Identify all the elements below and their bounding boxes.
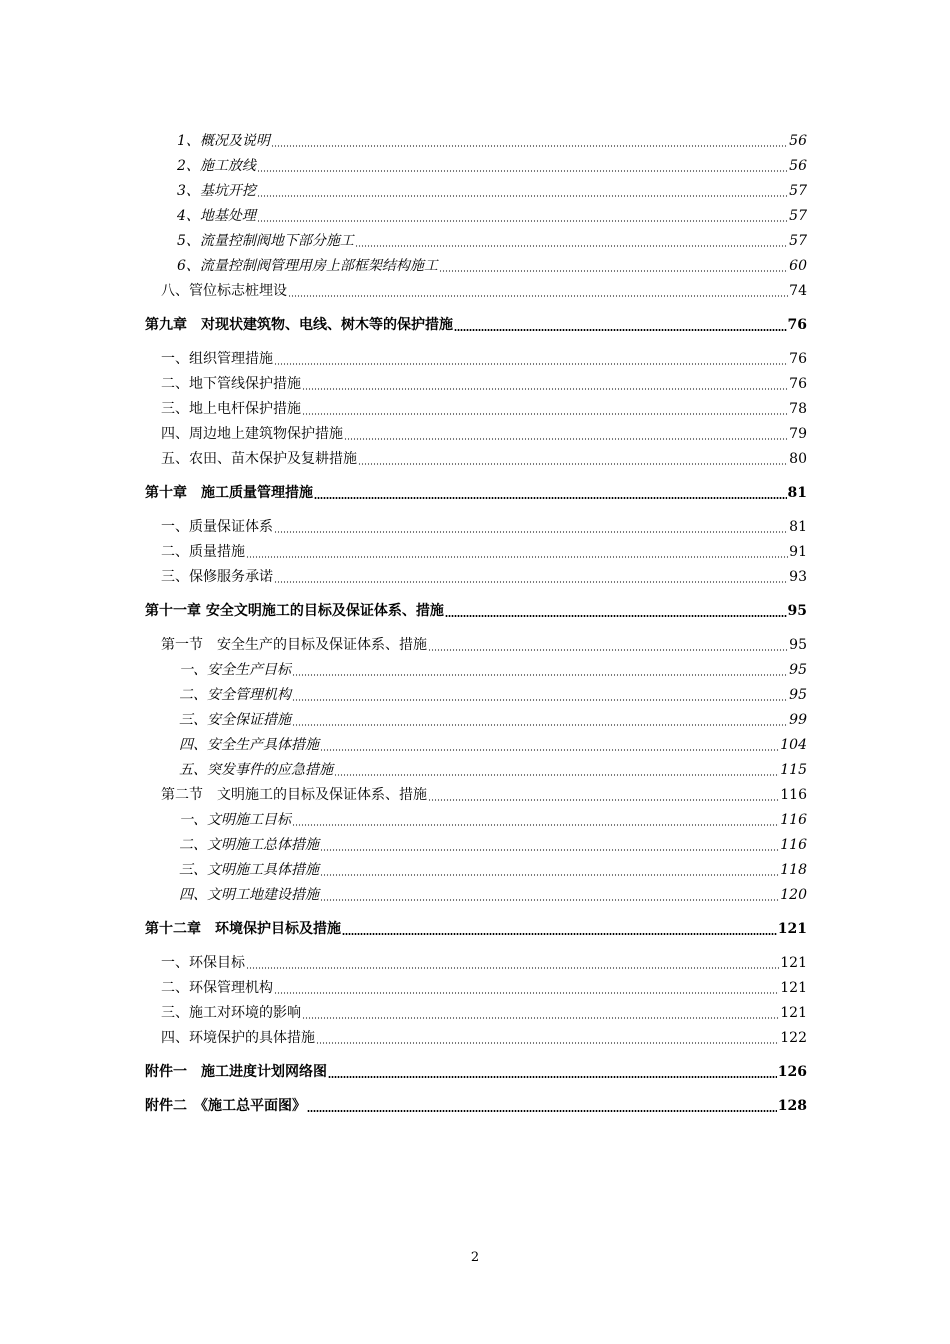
toc-entry-label: 第十一章 安全文明施工的目标及保证体系、措施 [145, 603, 444, 619]
toc-entry-page: 116 [780, 812, 807, 828]
toc-entry[interactable] [145, 779, 807, 804]
toc-entry-page: 128 [777, 1098, 807, 1114]
toc-entry[interactable] [145, 125, 807, 150]
toc-entry-label: 八、管位标志桩埋设 [161, 283, 287, 299]
toc-entry-label: 二、地下管线保护措施 [161, 376, 301, 392]
toc-entry-label: 五、突发事件的应急措施 [179, 762, 333, 778]
toc-entry-page: 121 [780, 980, 807, 996]
dot-leader [274, 363, 788, 365]
toc-entry-label: 三、施工对环境的影响 [161, 1005, 301, 1021]
toc-entry-label: 一、文明施工目标 [179, 812, 291, 828]
toc-entry-page: 95 [787, 603, 807, 619]
dot-leader [316, 1042, 779, 1044]
toc-entry[interactable] [145, 368, 807, 393]
toc-entry-page: 78 [789, 401, 807, 417]
page-number: 2 [470, 1250, 480, 1265]
toc-entry[interactable] [145, 704, 807, 729]
dot-leader [274, 581, 788, 583]
dot-leader [334, 774, 779, 776]
toc-entry-page: 118 [780, 862, 807, 878]
toc-entry-label: 一、安全生产目标 [179, 662, 291, 678]
toc-entry-label: 三、保修服务承诺 [161, 569, 273, 585]
toc-entry-page: 76 [787, 317, 807, 333]
toc-chapter-entry[interactable] [145, 913, 807, 938]
toc-entry-page: 56 [789, 133, 807, 149]
toc-entry-label: 第二节 文明施工的目标及保证体系、措施 [161, 787, 427, 803]
toc-entry-label: 4、地基处理 [177, 208, 256, 224]
toc-entry-label: 二、安全管理机构 [179, 687, 291, 703]
toc-entry[interactable] [145, 997, 807, 1022]
dot-leader [292, 724, 788, 726]
toc-entry-label: 附件二 《施工总平面图》 [145, 1098, 306, 1114]
toc-entry-label: 二、环保管理机构 [161, 980, 273, 996]
toc-entry[interactable] [145, 754, 807, 779]
toc-entry-page: 57 [789, 233, 807, 249]
toc-entry-label: 3、基坑开挖 [177, 183, 256, 199]
toc-entry[interactable] [145, 150, 807, 175]
toc-entry[interactable] [145, 175, 807, 200]
toc-entry-page: 93 [789, 569, 807, 585]
dot-leader [314, 497, 787, 499]
toc-entry[interactable] [145, 443, 807, 468]
toc-entry-label: 三、安全保证措施 [179, 712, 291, 728]
toc-entry[interactable] [145, 275, 807, 300]
toc-entry[interactable] [145, 250, 807, 275]
toc-chapter-entry[interactable] [145, 595, 807, 620]
dot-leader [257, 195, 788, 197]
toc-entry-label: 附件一 施工进度计划网络图 [145, 1064, 327, 1080]
toc-entry[interactable] [145, 679, 807, 704]
toc-entry[interactable] [145, 629, 807, 654]
toc-entry-page: 116 [780, 837, 807, 853]
toc-entry[interactable] [145, 225, 807, 250]
toc-entry-label: 第九章 对现状建筑物、电线、树木等的保护措施 [145, 317, 453, 333]
toc-entry-label: 第十二章 环境保护目标及措施 [145, 921, 341, 937]
dot-leader [274, 531, 788, 533]
dot-leader [307, 1110, 777, 1112]
dot-leader [302, 413, 788, 415]
toc-entry[interactable] [145, 829, 807, 854]
toc-entry-page: 56 [789, 158, 807, 174]
dot-leader [292, 824, 779, 826]
toc-chapter-entry[interactable] [145, 477, 807, 502]
toc-entry-page: 115 [780, 762, 807, 778]
dot-leader [292, 674, 788, 676]
toc-entry-page: 57 [789, 208, 807, 224]
toc-entry-page: 121 [780, 955, 807, 971]
toc-entry-label: 五、农田、苗木保护及复耕措施 [161, 451, 357, 467]
toc-entry-label: 6、流量控制阀管理用房上部框架结构施工 [177, 258, 438, 274]
toc-chapter-entry[interactable] [145, 1090, 807, 1115]
toc-entry-label: 一、组织管理措施 [161, 351, 273, 367]
toc-entry[interactable] [145, 854, 807, 879]
toc-entry[interactable] [145, 1022, 807, 1047]
toc-entry-label: 1、概况及说明 [177, 133, 270, 149]
toc-chapter-entry[interactable] [145, 309, 807, 334]
toc-entry-page: 79 [789, 426, 807, 442]
toc-entry-page: 76 [789, 351, 807, 367]
toc-entry-page: 120 [780, 887, 807, 903]
toc-entry-page: 95 [789, 637, 807, 653]
toc-entry-label: 第一节 安全生产的目标及保证体系、措施 [161, 637, 427, 653]
dot-leader [246, 967, 779, 969]
toc-entry-page: 121 [780, 1005, 807, 1021]
toc-entry-page: 126 [777, 1064, 807, 1080]
toc-entry-page: 116 [780, 787, 807, 803]
toc-entry-label: 一、质量保证体系 [161, 519, 273, 535]
toc-entry[interactable] [145, 879, 807, 904]
dot-leader [320, 849, 779, 851]
toc-entry-label: 二、质量措施 [161, 544, 245, 560]
toc-entry-page: 81 [789, 519, 807, 535]
dot-leader [355, 245, 788, 247]
dot-leader [342, 933, 777, 935]
dot-leader [428, 799, 779, 801]
toc-entry-page: 95 [789, 662, 807, 678]
toc-entry-page: 91 [789, 544, 807, 560]
toc-entry[interactable] [145, 343, 807, 368]
dot-leader [320, 899, 779, 901]
dot-leader [288, 295, 788, 297]
toc-entry-label: 二、文明施工总体措施 [179, 837, 319, 853]
toc-entry-page: 74 [789, 283, 807, 299]
toc-entry-label: 四、环境保护的具体措施 [161, 1030, 315, 1046]
toc-entry-page: 95 [789, 687, 807, 703]
toc-entry-label: 三、地上电杆保护措施 [161, 401, 301, 417]
toc-entry[interactable] [145, 654, 807, 679]
dot-leader [445, 615, 787, 617]
toc-entry-page: 76 [789, 376, 807, 392]
dot-leader [454, 329, 787, 331]
dot-leader [246, 556, 788, 558]
toc-entry-page: 121 [777, 921, 807, 937]
toc-entry[interactable] [145, 561, 807, 586]
toc-entry[interactable] [145, 200, 807, 225]
dot-leader [271, 145, 788, 147]
dot-leader [320, 749, 779, 751]
dot-leader [257, 170, 788, 172]
dot-leader [439, 270, 788, 272]
toc-entry-page: 80 [789, 451, 807, 467]
dot-leader [302, 1017, 779, 1019]
dot-leader [302, 388, 788, 390]
toc-entry-label: 2、施工放线 [177, 158, 256, 174]
toc-entry[interactable] [145, 393, 807, 418]
toc-chapter-entry[interactable] [145, 1056, 807, 1081]
toc-entry[interactable] [145, 418, 807, 443]
toc-entry-page: 104 [780, 737, 807, 753]
toc-entry[interactable] [145, 947, 807, 972]
dot-leader [292, 699, 788, 701]
dot-leader [320, 874, 779, 876]
toc-entry[interactable] [145, 729, 807, 754]
dot-leader [428, 649, 788, 651]
toc-entry-label: 三、文明施工具体措施 [179, 862, 319, 878]
toc-entry-page: 57 [789, 183, 807, 199]
toc-entry-label: 四、安全生产具体措施 [179, 737, 319, 753]
toc-entry-label: 5、流量控制阀地下部分施工 [177, 233, 354, 249]
dot-leader [257, 220, 788, 222]
toc-entry-label: 第十章 施工质量管理措施 [145, 485, 313, 501]
toc-entry-label: 一、环保目标 [161, 955, 245, 971]
toc-entry[interactable] [145, 804, 807, 829]
dot-leader [328, 1076, 777, 1078]
toc-entry[interactable] [145, 511, 807, 536]
toc-entry-page: 60 [789, 258, 807, 274]
toc-entry-page: 122 [780, 1030, 807, 1046]
dot-leader [344, 438, 788, 440]
toc-entry[interactable] [145, 536, 807, 561]
toc-entry-label: 四、周边地上建筑物保护措施 [161, 426, 343, 442]
dot-leader [274, 992, 779, 994]
toc-entry[interactable] [145, 972, 807, 997]
toc-entry-page: 99 [789, 712, 807, 728]
toc-entry-page: 81 [787, 485, 807, 501]
toc-entry-label: 四、文明工地建设措施 [179, 887, 319, 903]
dot-leader [358, 463, 788, 465]
table-of-contents [145, 125, 807, 1124]
